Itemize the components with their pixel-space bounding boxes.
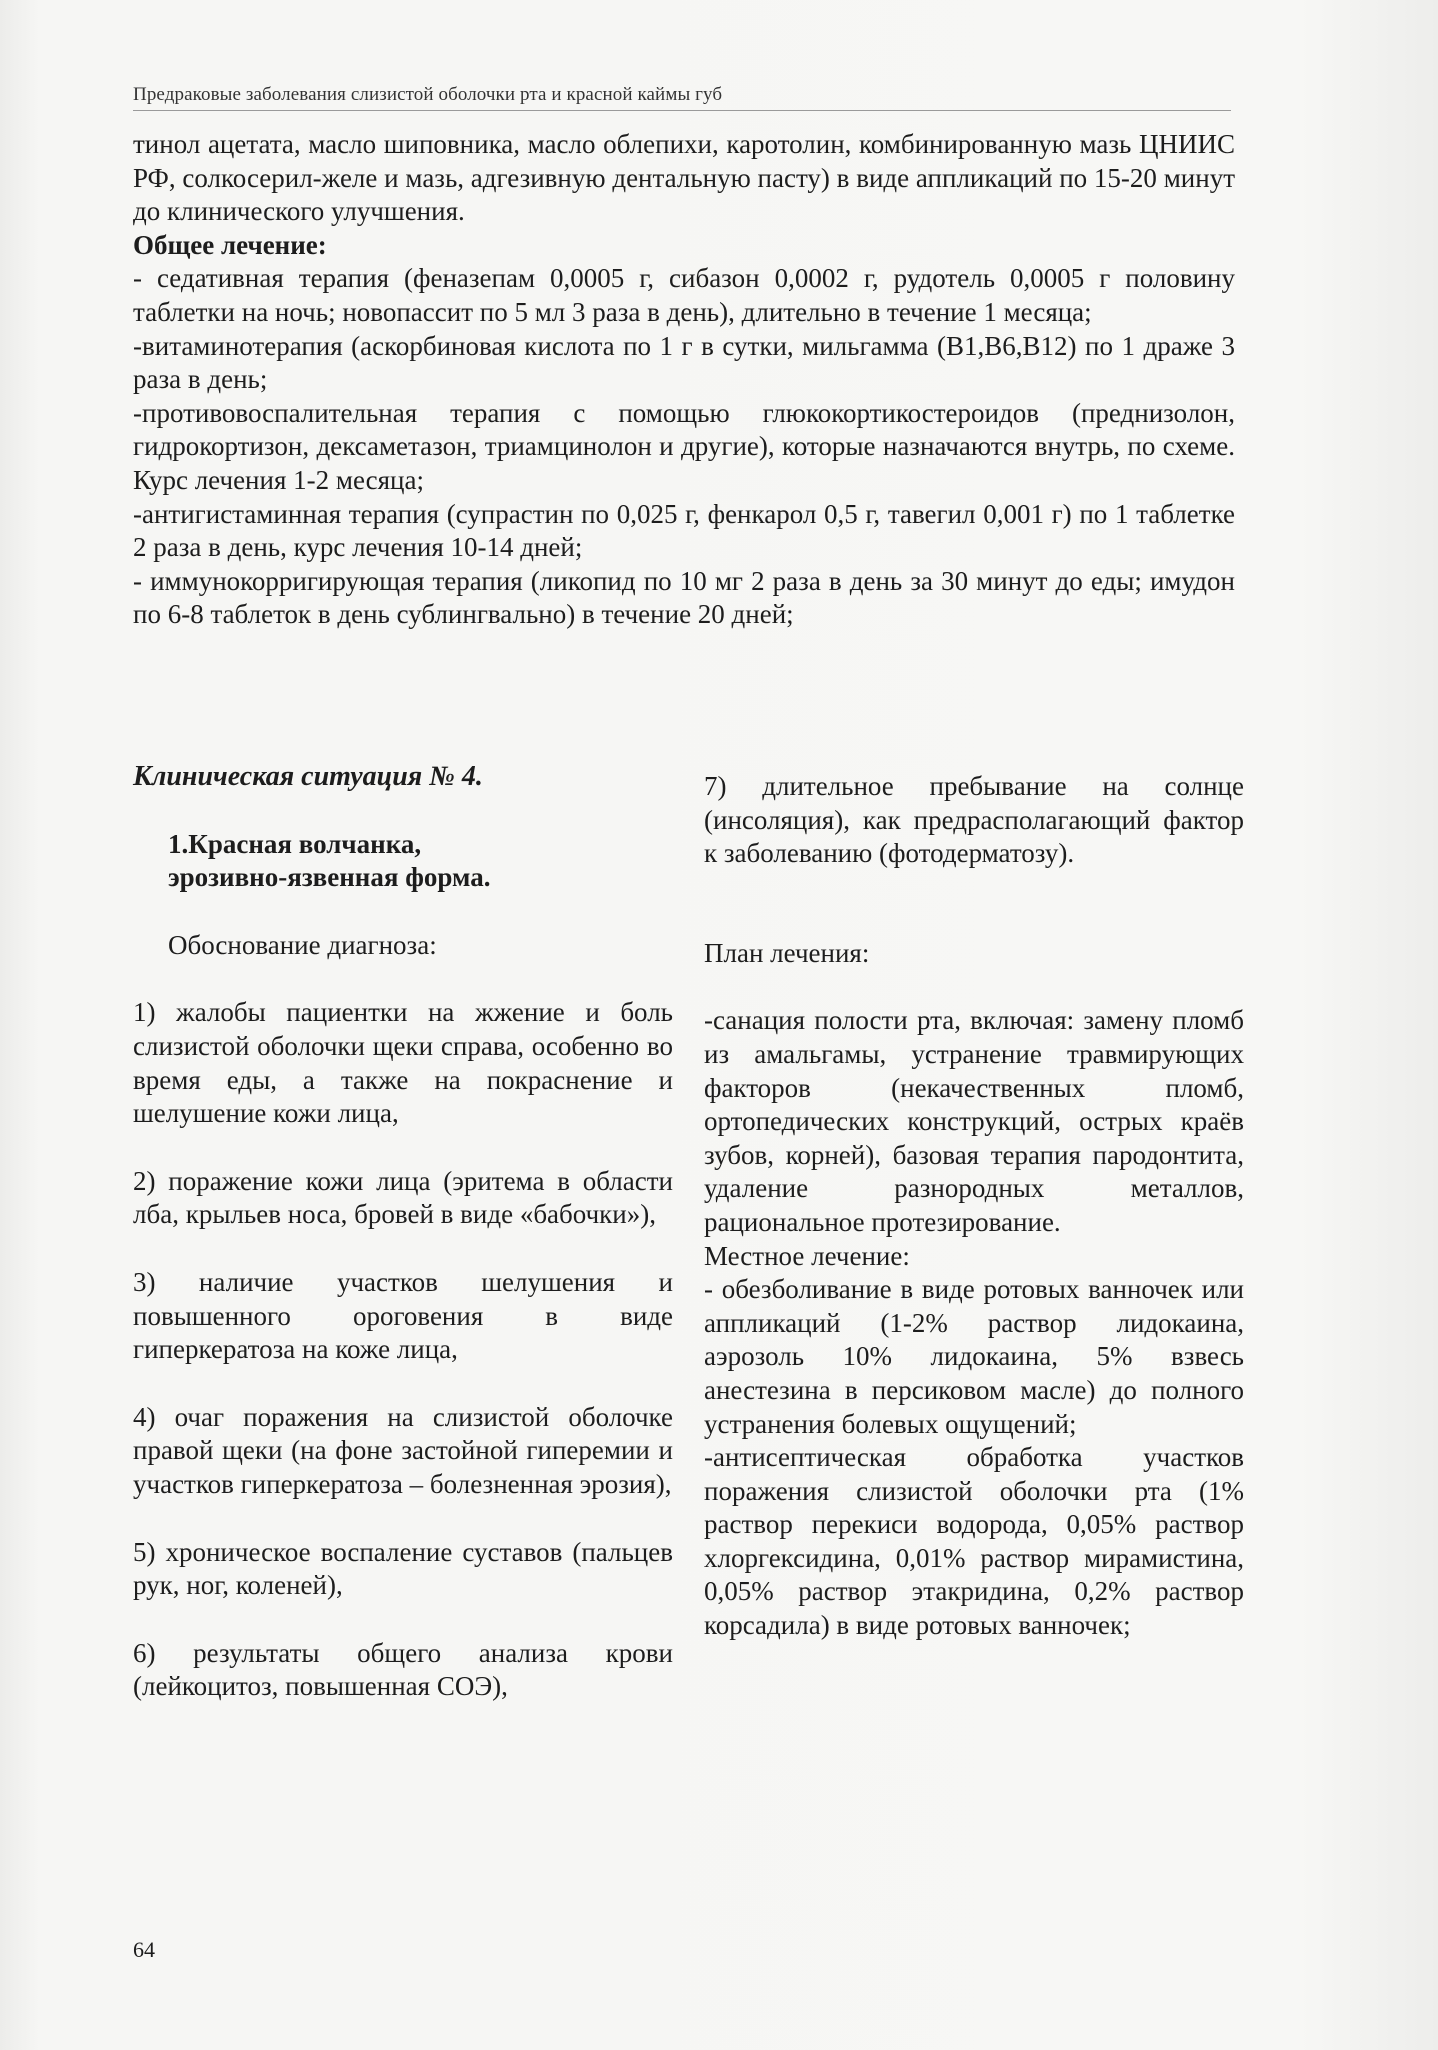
plan-item: -антисептическая обработка участков поражения слизистой оболочки рта (1% раствор перекиси водорода, 0,05% раствор хлоргексидина, 0,01% раствор мирамистина, 0,05% раствор этакридина, 0,2% раствор корсадила) в виде ротовых ванночек;: [704, 1442, 1244, 1641]
treatment-item: -витаминотерапия (аскорбиновая кислота по 1 г в сутки, мильгамма (В1,В6,В12) по 1 драже 3 раза в день;: [133, 330, 1235, 395]
rationale-heading: Обоснование диагноза:: [168, 929, 437, 960]
plan-item: - обезболивание в виде ротовых ванночек или аппликаций (1-2% раствор лидокаина, аэрозоль 10% лидокаина, 5% взвесь анестезина в персиковом масле) до полного устранения болевых ощущений;: [704, 1274, 1244, 1439]
case-title: Клиническая ситуация № 4.: [133, 761, 483, 792]
treatment-item: -противовоспалительная терапия с помощью глюкокортикостероидов (преднизолон, гидрокортизон, дексаметазон, триамцинолон и другие), которые назначаются внутрь, по схеме. Курс лечения 1-2 месяца;: [133, 397, 1235, 495]
top-text-block: [133, 128, 1235, 632]
page-number: 64: [133, 1937, 155, 1962]
rationale-point: 7) длительное пребывание на солнце (инсоляция), как предрасполагающий фактор к заболеванию (фотодерматозу).: [704, 771, 1244, 869]
rationale-point: 2) поражение кожи лица (эритема в области лба, крыльев носа, бровей в виде «бабочки»),: [133, 1165, 673, 1230]
rationale-point: 6) результаты общего анализа крови (лейкоцитоз, повышенная СОЭ),: [133, 1637, 673, 1702]
local-treatment-heading: Местное лечение:: [704, 1240, 910, 1271]
treatment-item: - седативная терапия (феназепам 0,0005 г, сибазон 0,0002 г, рудотель 0,0005 г половину таблетки на ночь; новопассит по 5 мл 3 раза в день), длительно в течение 1 месяца;: [133, 263, 1235, 327]
rationale-point: 3) наличие участков шелушения и повышенного ороговения в виде гиперкератоза на коже лица,: [133, 1266, 673, 1365]
running-header: Предраковые заболевания слизистой оболочки рта и красной каймы губ: [133, 84, 723, 105]
rationale-point: 5) хроническое воспаление суставов (пальцев рук, ног, коленей),: [133, 1536, 673, 1601]
treatment-item: -антигистаминная терапия (супрастин по 0,025 г, фенкарол 0,5 г, тавегил 0,001 г) по 1 таблетке 2 раза в день, курс лечения 10-14 дней;: [133, 498, 1235, 563]
plan-item: -санация полости рта, включая: замену пломб из амальгамы, устранение травмирующих факторов (некачественных пломб, ортопедических конструкций, острых краёв зубов, корней), базовая терапия пародонтита, удаление разнородных металлов, рациональное протезирование.: [704, 1005, 1244, 1237]
general-treatment-heading: Общее лечение:: [133, 229, 327, 260]
left-column: [133, 760, 673, 1704]
rationale-point: 4) очаг поражения на слизистой оболочке правой щеки (на фоне застойной гиперемии и участков гиперкератоза – болезненная эрозия),: [133, 1401, 673, 1499]
right-column: [704, 770, 1244, 1643]
header-rule: [133, 110, 1231, 111]
continued-paragraph: тинол ацетата, масло шиповника, масло облепихи, каротолин, комбинированную мазь ЦНИИС РФ, солкосерил-желе и мазь, адгезивную дентальную пасту) в виде аппликаций по 15-20 минут до клинического улучшения.: [133, 129, 1235, 227]
plan-heading: План лечения:: [704, 937, 870, 968]
rationale-point: 1) жалобы пациентки на жжение и боль слизистой оболочки щеки справа, особенно во время еды, а также на покраснение и шелушение кожи лица,: [133, 997, 673, 1129]
diagnosis-line: эрозивно-язвенная форма.: [168, 862, 491, 893]
treatment-item: - иммунокорригирующая терапия (ликопид по 10 мг 2 раза в день за 30 минут до еды; имудон по 6-8 таблеток в день сублингвально) в течение 20 дней;: [133, 565, 1235, 630]
diagnosis-line: 1.Красная волчанка,: [168, 828, 422, 859]
